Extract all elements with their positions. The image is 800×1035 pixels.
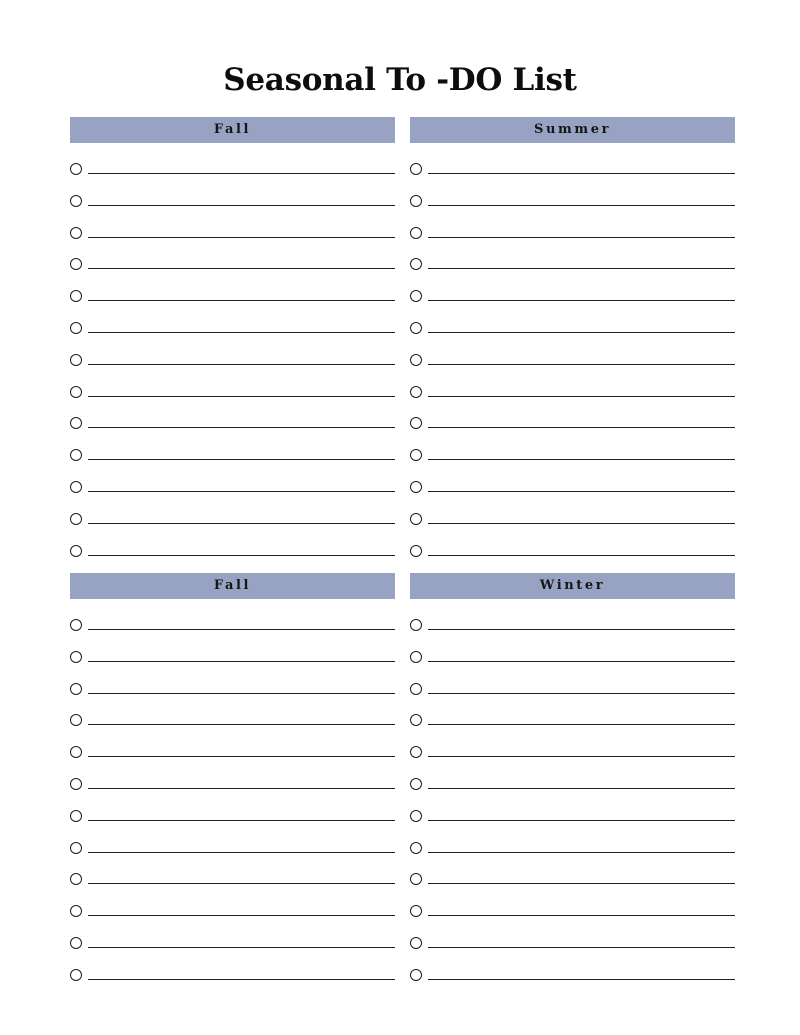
todo-item <box>70 470 395 502</box>
checkbox-circle-icon[interactable] <box>410 449 422 461</box>
todo-list <box>410 143 735 565</box>
checkbox-circle-icon[interactable] <box>410 195 422 207</box>
checkbox-circle-icon[interactable] <box>410 417 422 429</box>
write-in-line[interactable] <box>88 555 395 556</box>
write-in-line[interactable] <box>88 852 395 853</box>
checkbox-circle-icon[interactable] <box>410 969 422 981</box>
write-in-line[interactable] <box>428 979 735 980</box>
write-in-line[interactable] <box>88 947 395 948</box>
todo-item <box>410 862 735 894</box>
checkbox-circle-icon[interactable] <box>410 545 422 557</box>
checkbox-circle-icon[interactable] <box>70 651 82 663</box>
write-in-line[interactable] <box>88 915 395 916</box>
checkbox-circle-icon[interactable] <box>410 258 422 270</box>
write-in-line[interactable] <box>88 788 395 789</box>
write-in-line[interactable] <box>428 820 735 821</box>
todo-list <box>410 599 735 990</box>
checkbox-circle-icon[interactable] <box>70 683 82 695</box>
section-header: Fall <box>70 117 395 143</box>
write-in-line[interactable] <box>88 629 395 630</box>
todo-item <box>410 184 735 216</box>
todo-item <box>410 608 735 640</box>
checkbox-circle-icon[interactable] <box>410 163 422 175</box>
todo-item <box>410 894 735 926</box>
write-in-line[interactable] <box>88 364 395 365</box>
checkbox-circle-icon[interactable] <box>410 481 422 493</box>
write-in-line[interactable] <box>88 427 395 428</box>
checkbox-circle-icon[interactable] <box>410 873 422 885</box>
todo-item <box>70 608 395 640</box>
write-in-line[interactable] <box>88 883 395 884</box>
todo-item <box>70 735 395 767</box>
write-in-line[interactable] <box>88 523 395 524</box>
todo-item <box>410 958 735 990</box>
write-in-line[interactable] <box>428 459 735 460</box>
write-in-line[interactable] <box>428 364 735 365</box>
write-in-line[interactable] <box>428 947 735 948</box>
write-in-line[interactable] <box>428 205 735 206</box>
write-in-line[interactable] <box>428 915 735 916</box>
checkbox-circle-icon[interactable] <box>70 322 82 334</box>
todo-item <box>410 640 735 672</box>
todo-list <box>70 143 395 565</box>
checkbox-circle-icon[interactable] <box>70 417 82 429</box>
checkbox-circle-icon[interactable] <box>70 163 82 175</box>
write-in-line[interactable] <box>88 979 395 980</box>
write-in-line[interactable] <box>428 883 735 884</box>
write-in-line[interactable] <box>88 820 395 821</box>
write-in-line[interactable] <box>88 396 395 397</box>
todo-item <box>70 375 395 407</box>
todo-item <box>410 926 735 958</box>
section-winter <box>410 573 735 990</box>
write-in-line[interactable] <box>428 523 735 524</box>
page-title: Seasonal To -DO List <box>223 62 577 98</box>
todo-item <box>70 672 395 704</box>
checkbox-circle-icon[interactable] <box>410 322 422 334</box>
todo-item <box>410 534 735 566</box>
write-in-line[interactable] <box>428 427 735 428</box>
write-in-line[interactable] <box>88 173 395 174</box>
checkbox-circle-icon[interactable] <box>410 905 422 917</box>
write-in-line[interactable] <box>88 661 395 662</box>
write-in-line[interactable] <box>88 693 395 694</box>
todo-item <box>410 767 735 799</box>
checkbox-circle-icon[interactable] <box>410 619 422 631</box>
todo-item <box>410 735 735 767</box>
todo-item <box>410 831 735 863</box>
section-header: Fall <box>70 573 395 599</box>
write-in-line[interactable] <box>428 693 735 694</box>
write-in-line[interactable] <box>428 555 735 556</box>
write-in-line[interactable] <box>428 396 735 397</box>
checkbox-circle-icon[interactable] <box>70 513 82 525</box>
todo-item <box>410 216 735 248</box>
checkbox-circle-icon[interactable] <box>410 290 422 302</box>
checkbox-circle-icon[interactable] <box>70 481 82 493</box>
todo-item <box>410 375 735 407</box>
write-in-line[interactable] <box>88 724 395 725</box>
checkbox-circle-icon[interactable] <box>70 545 82 557</box>
write-in-line[interactable] <box>428 756 735 757</box>
section-fall-bottom <box>70 573 395 990</box>
write-in-line[interactable] <box>428 491 735 492</box>
write-in-line[interactable] <box>88 756 395 757</box>
checkbox-circle-icon[interactable] <box>70 290 82 302</box>
checkbox-circle-icon[interactable] <box>70 258 82 270</box>
todo-item <box>70 152 395 184</box>
todo-item <box>410 152 735 184</box>
checkbox-circle-icon[interactable] <box>70 969 82 981</box>
write-in-line[interactable] <box>428 661 735 662</box>
checkbox-circle-icon[interactable] <box>70 449 82 461</box>
checkbox-circle-icon[interactable] <box>70 905 82 917</box>
todo-item <box>70 502 395 534</box>
todo-item <box>70 767 395 799</box>
todo-item <box>410 438 735 470</box>
write-in-line[interactable] <box>88 332 395 333</box>
section-fall-top <box>70 117 395 565</box>
write-in-line[interactable] <box>428 332 735 333</box>
checkbox-circle-icon[interactable] <box>70 873 82 885</box>
write-in-line[interactable] <box>428 788 735 789</box>
section-header: Summer <box>410 117 735 143</box>
write-in-line[interactable] <box>428 173 735 174</box>
todo-item <box>70 862 395 894</box>
todo-item <box>410 343 735 375</box>
checkbox-circle-icon[interactable] <box>70 810 82 822</box>
todo-item <box>70 311 395 343</box>
checkbox-circle-icon[interactable] <box>410 227 422 239</box>
todo-item <box>70 216 395 248</box>
todo-item <box>410 672 735 704</box>
todo-item <box>70 184 395 216</box>
write-in-line[interactable] <box>88 268 395 269</box>
write-in-line[interactable] <box>428 300 735 301</box>
write-in-line[interactable] <box>88 205 395 206</box>
todo-item <box>410 502 735 534</box>
checkbox-circle-icon[interactable] <box>410 746 422 758</box>
checkbox-circle-icon[interactable] <box>410 354 422 366</box>
todo-item <box>70 343 395 375</box>
write-in-line[interactable] <box>88 459 395 460</box>
checkbox-circle-icon[interactable] <box>410 937 422 949</box>
section-summer <box>410 117 735 565</box>
write-in-line[interactable] <box>428 629 735 630</box>
checkbox-circle-icon[interactable] <box>70 778 82 790</box>
checkbox-circle-icon[interactable] <box>70 354 82 366</box>
checkbox-circle-icon[interactable] <box>410 513 422 525</box>
todo-item <box>70 894 395 926</box>
write-in-line[interactable] <box>428 237 735 238</box>
todo-item <box>70 926 395 958</box>
todo-item <box>70 640 395 672</box>
checkbox-circle-icon[interactable] <box>70 619 82 631</box>
checkbox-circle-icon[interactable] <box>410 842 422 854</box>
todo-item <box>70 279 395 311</box>
checkbox-circle-icon[interactable] <box>70 227 82 239</box>
todo-item <box>410 311 735 343</box>
todo-item <box>70 958 395 990</box>
write-in-line[interactable] <box>428 724 735 725</box>
write-in-line[interactable] <box>88 491 395 492</box>
write-in-line[interactable] <box>428 268 735 269</box>
checkbox-circle-icon[interactable] <box>70 386 82 398</box>
checkbox-circle-icon[interactable] <box>70 746 82 758</box>
write-in-line[interactable] <box>428 852 735 853</box>
todo-item <box>70 247 395 279</box>
todo-item <box>70 799 395 831</box>
checkbox-circle-icon[interactable] <box>410 778 422 790</box>
todo-item <box>70 703 395 735</box>
todo-item <box>70 831 395 863</box>
todo-list <box>70 599 395 990</box>
checkbox-circle-icon[interactable] <box>410 810 422 822</box>
write-in-line[interactable] <box>88 300 395 301</box>
todo-item <box>70 438 395 470</box>
checkbox-circle-icon[interactable] <box>410 386 422 398</box>
checkbox-circle-icon[interactable] <box>410 714 422 726</box>
todo-item <box>410 406 735 438</box>
checkbox-circle-icon[interactable] <box>70 937 82 949</box>
todo-item <box>70 534 395 566</box>
checkbox-circle-icon[interactable] <box>410 651 422 663</box>
write-in-line[interactable] <box>88 237 395 238</box>
todo-item <box>410 279 735 311</box>
todo-item <box>410 703 735 735</box>
todo-item <box>70 406 395 438</box>
todo-item <box>410 799 735 831</box>
section-header: Winter <box>410 573 735 599</box>
checkbox-circle-icon[interactable] <box>70 842 82 854</box>
checkbox-circle-icon[interactable] <box>70 195 82 207</box>
todo-item <box>410 470 735 502</box>
checkbox-circle-icon[interactable] <box>410 683 422 695</box>
checkbox-circle-icon[interactable] <box>70 714 82 726</box>
todo-item <box>410 247 735 279</box>
